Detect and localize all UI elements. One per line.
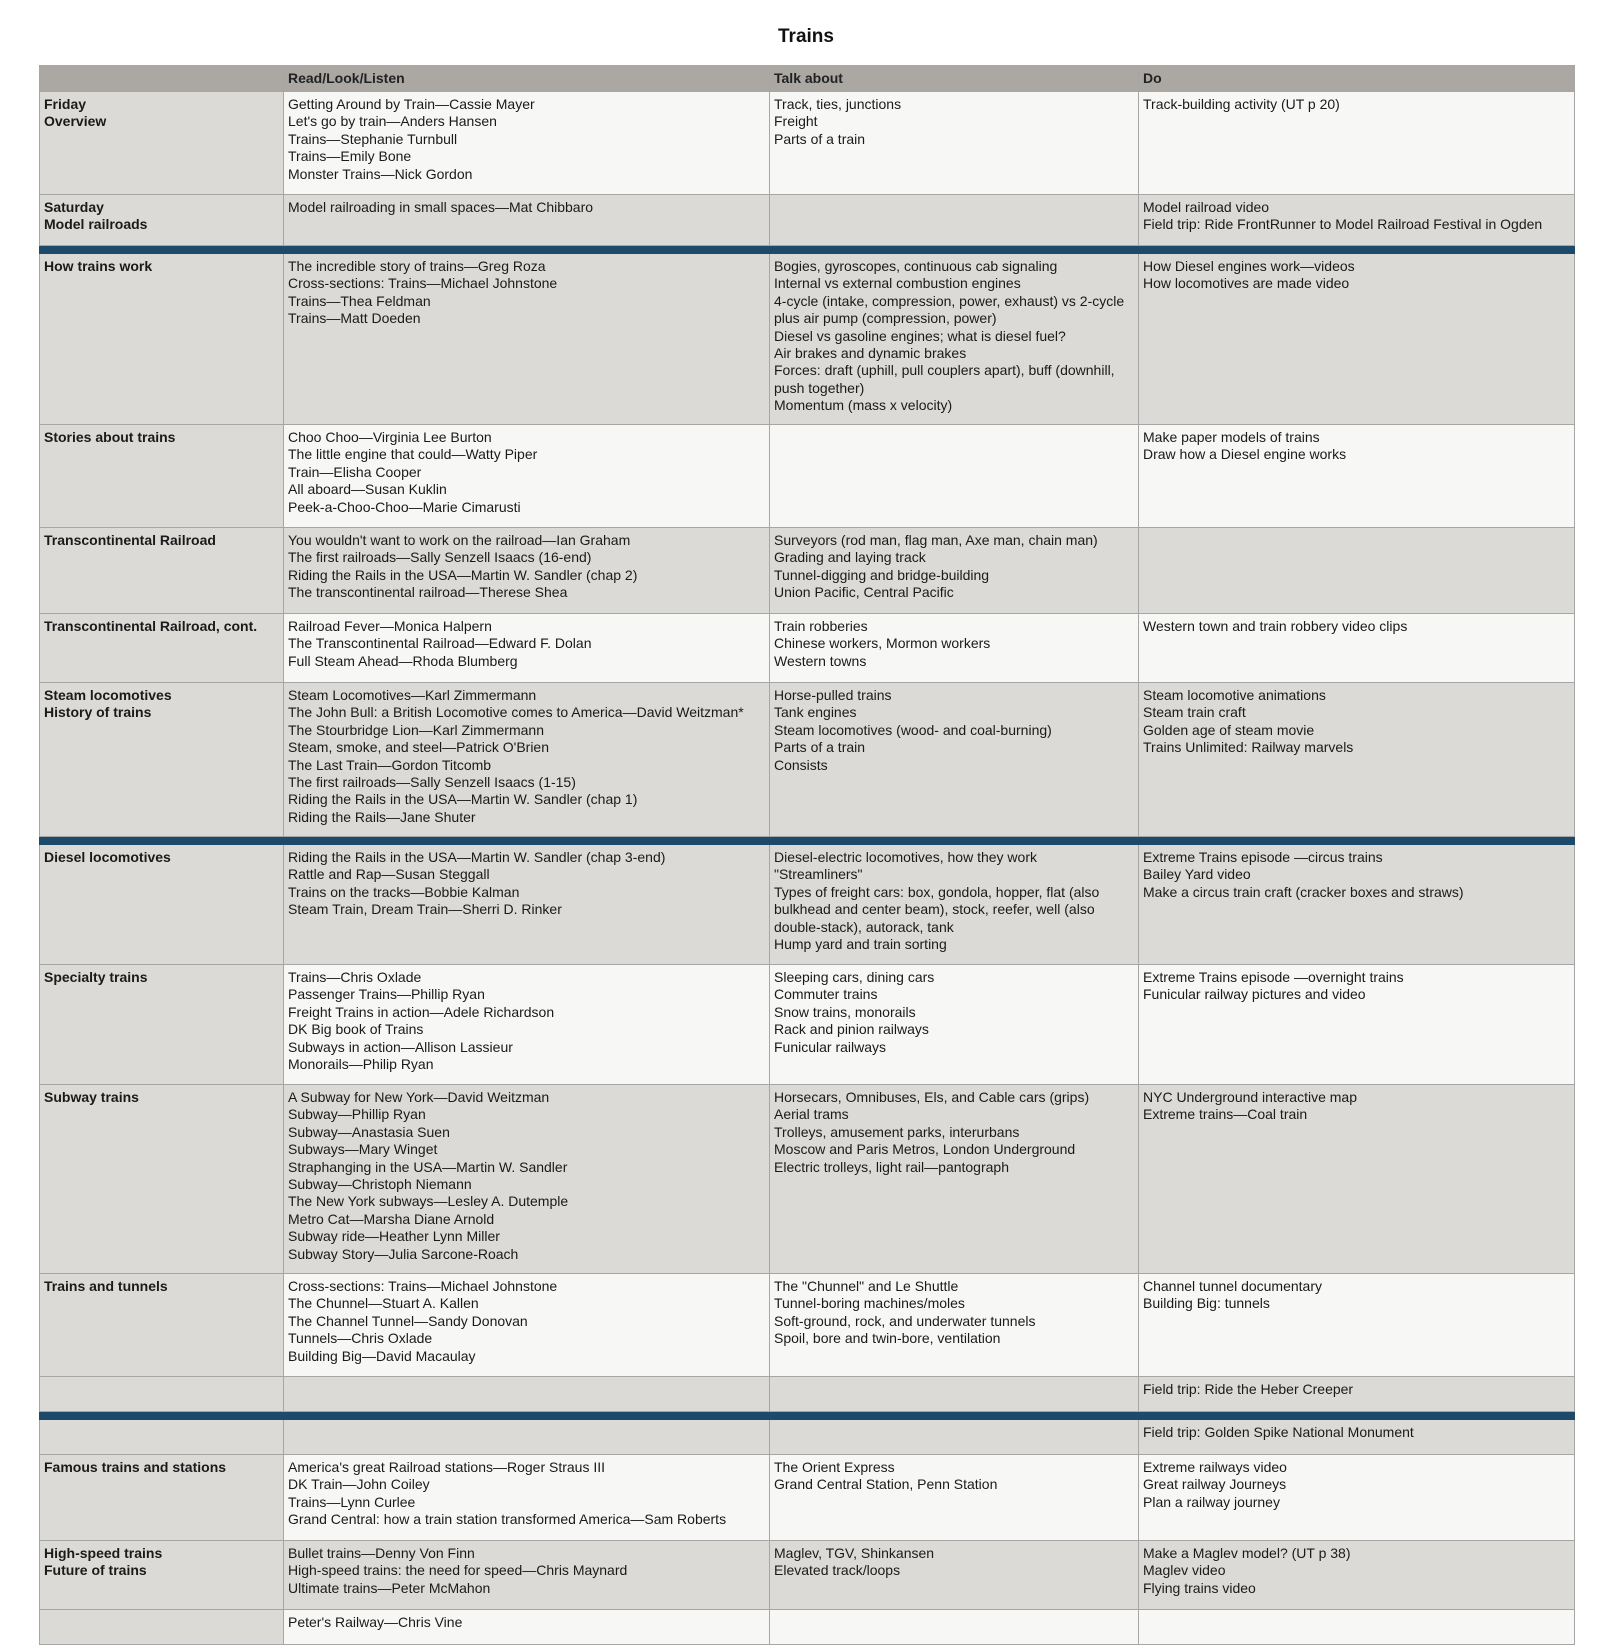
list-item: Track-building activity (UT p 20) [1143,96,1340,112]
list-item: Steam Train, Dream Train—Sherri D. Rinker [288,901,562,918]
list-item: Model railroad video [1143,199,1270,215]
header-talk-about: Talk about [770,66,1139,92]
list-item: DK Train—John Coiley [288,1476,430,1493]
list-item: Bullet trains—Denny Von Finn [288,1545,475,1561]
do-cell [1139,1377,1575,1412]
list-item: Tunnel-boring machines/moles [774,1295,965,1312]
list-item: Extreme Trains episode —overnight trains [1143,969,1404,985]
list-item: Grand Central Station, Penn Station [774,1476,998,1493]
read-cell [284,425,770,528]
list-item: Momentum (mass x velocity) [774,397,953,414]
read-cell [284,965,770,1085]
list-item: Funicular railway pictures and video [1143,986,1366,1003]
do-cell [1139,92,1575,195]
topic-cell [40,92,284,195]
list-item: Snow trains, monorails [774,1003,916,1020]
topic-cell [40,425,284,528]
list-item: Riding the Rails in the USA—Martin W. Sandler (chap 1) [288,791,638,808]
list-item: Bailey Yard video [1143,866,1251,883]
topic-label-line: History of trains [44,704,152,721]
separator-cell [40,246,284,254]
do-cell [1139,614,1575,683]
list-item: Subway ride—Heather Lynn Miller [288,1228,500,1245]
header-do: Do [1139,66,1575,92]
list-item: The New York subways—Lesley A. Dutemple [288,1193,569,1210]
list-item: Funicular railways [774,1038,887,1055]
list-item: Freight [774,113,818,130]
list-item: Field trip: Ride the Heber Creeper [1143,1381,1354,1397]
topic-cell [40,528,284,614]
topic-label-line: Friday [44,96,87,112]
table-row [40,1085,1575,1274]
list-item: America's great Railroad stations—Roger Straus III [288,1459,606,1475]
list-item: Ultimate trains—Peter McMahon [288,1579,491,1596]
list-item: Tunnel-digging and bridge-building [774,566,990,583]
list-item: Parts of a train [774,739,866,756]
topic-label-line: Trains and tunnels [44,1278,168,1294]
separator-cell [1139,246,1575,254]
topic-cell [40,254,284,425]
topic-label-line: Diesel locomotives [44,849,171,865]
list-item: Trolleys, amusement parks, interurbans [774,1123,1020,1140]
list-item: The Orient Express [774,1459,895,1475]
separator-cell [1139,837,1575,845]
table-row [40,425,1575,528]
topic-label-line: Stories about trains [44,429,176,445]
list-item: Straphanging in the USA—Martin W. Sandler [288,1158,568,1175]
talk-cell [770,195,1139,246]
list-item: Monorails—Philip Ryan [288,1056,434,1073]
list-item: Forces: draft (uphill, pull couplers apart), buff (downhill, push together) [774,362,1115,396]
do-cell [1139,1455,1575,1541]
table-row [40,1274,1575,1377]
separator-cell [770,246,1139,254]
list-item: The Chunnel—Stuart A. Kallen [288,1295,479,1312]
talk-cell [770,1455,1139,1541]
list-item: Peter's Railway—Chris Vine [288,1614,463,1630]
list-item: Cross-sections: Trains—Michael Johnstone [288,1278,558,1294]
topic-cell [40,1274,284,1377]
list-item: High-speed trains: the need for speed—Chris Maynard [288,1562,628,1579]
list-item: Train—Elisha Cooper [288,463,422,480]
topic-cell [40,1541,284,1610]
talk-cell [770,1420,1139,1455]
list-item: NYC Underground interactive map [1143,1089,1357,1105]
do-cell [1139,195,1575,246]
list-item: Choo Choo—Virginia Lee Burton [288,429,492,445]
list-item: Track, ties, junctions [774,96,902,112]
talk-cell [770,254,1139,425]
list-item: The "Chunnel" and Le Shuttle [774,1278,959,1294]
list-item: Railroad Fever—Monica Halpern [288,618,492,634]
list-item: Metro Cat—Marsha Diane Arnold [288,1210,495,1227]
topic-label-line: How trains work [44,258,153,274]
topic-cell [40,1377,284,1412]
schedule-table [39,65,1575,1645]
list-item: Riding the Rails in the USA—Martin W. Sandler (chap 2) [288,566,638,583]
table-row [40,254,1575,425]
list-item: Rack and pinion railways [774,1021,929,1038]
list-item: Let's go by train—Anders Hansen [288,113,497,130]
list-item: Hump yard and train sorting [774,936,947,953]
list-item: The Transcontinental Railroad—Edward F. Dolan [288,635,592,652]
list-item: Diesel-electric locomotives, how they work [774,849,1037,865]
list-item: Trains—Thea Feldman [288,292,431,309]
list-item: Full Steam Ahead—Rhoda Blumberg [288,652,518,669]
list-item: How Diesel engines work—videos [1143,258,1355,274]
list-item: How locomotives are made video [1143,275,1350,292]
list-item: Diesel vs gasoline engines; what is diesel fuel? [774,327,1066,344]
read-cell [284,1610,770,1645]
list-item: You wouldn't want to work on the railroad—Ian Graham [288,532,631,548]
talk-cell [770,528,1139,614]
list-item: Tunnels—Chris Oxlade [288,1330,433,1347]
list-item: All aboard—Susan Kuklin [288,481,447,498]
topic-label-line: Saturday [44,199,104,215]
list-item: Field trip: Golden Spike National Monument [1143,1424,1414,1440]
topic-cell [40,845,284,965]
topic-cell [40,1455,284,1541]
separator-cell [284,246,770,254]
do-cell [1139,425,1575,528]
list-item: Steam, smoke, and steel—Patrick O'Brien [288,739,549,756]
read-cell [284,92,770,195]
separator-cell [284,1412,770,1420]
list-item: The first railroads—Sally Senzell Isaacs (16-end) [288,549,592,566]
topic-label-line: Overview [44,113,107,130]
talk-cell [770,1541,1139,1610]
topic-label-line: Transcontinental Railroad [44,532,216,548]
talk-cell [770,92,1139,195]
talk-cell [770,683,1139,837]
page-title: Trains [778,26,834,47]
list-item: Make paper models of trains [1143,429,1320,445]
do-cell [1139,965,1575,1085]
topic-label-line: Specialty trains [44,969,148,985]
list-item: Subways—Mary Winget [288,1141,438,1158]
list-item: Extreme railways video [1143,1459,1287,1475]
table-row [40,1455,1575,1541]
header-topic [40,66,284,92]
topic-label-line: High-speed trains [44,1545,163,1561]
list-item: A Subway for New York—David Weitzman [288,1089,550,1105]
talk-cell [770,845,1139,965]
talk-cell [770,1610,1139,1645]
read-cell [284,1274,770,1377]
talk-cell [770,1085,1139,1274]
list-item: Trains Unlimited: Railway marvels [1143,739,1354,756]
list-item: Trains—Stephanie Turnbull [288,130,458,147]
list-item: Trains—Lynn Curlee [288,1493,416,1510]
section-separator [40,837,1575,845]
list-item: Horsecars, Omnibuses, Els, and Cable cars (grips) [774,1089,1090,1105]
list-item: Riding the Rails—Jane Shuter [288,808,476,825]
list-item: Cross-sections: Trains—Michael Johnstone [288,275,558,292]
list-item: Moscow and Paris Metros, London Underground [774,1141,1076,1158]
read-cell [284,1085,770,1274]
list-item: Great railway Journeys [1143,1476,1287,1493]
read-cell [284,1420,770,1455]
list-item: Subway—Christoph Niemann [288,1176,472,1193]
list-item: Horse-pulled trains [774,687,892,703]
list-item: Air brakes and dynamic brakes [774,345,967,362]
list-item: Sleeping cars, dining cars [774,969,935,985]
section-separator [40,246,1575,254]
list-item: Grand Central: how a train station transformed America—Sam Roberts [288,1511,727,1528]
separator-cell [770,1412,1139,1420]
list-item: Surveyors (rod man, flag man, Axe man, chain man) [774,532,1098,548]
read-cell [284,195,770,246]
list-item: Commuter trains [774,986,878,1003]
list-item: The Last Train—Gordon Titcomb [288,756,492,773]
topic-label-line: Transcontinental Railroad, cont. [44,618,258,634]
do-cell [1139,1610,1575,1645]
list-item: Consists [774,756,828,773]
list-item: Maglev video [1143,1562,1226,1579]
list-item: The transcontinental railroad—Therese Shea [288,584,568,601]
topic-cell [40,195,284,246]
list-item: Steam Locomotives—Karl Zimmermann [288,687,537,703]
topic-cell [40,1610,284,1645]
do-cell [1139,1085,1575,1274]
separator-cell [770,837,1139,845]
topic-label-line: Steam locomotives [44,687,172,703]
table-row [40,965,1575,1085]
read-cell [284,528,770,614]
list-item: Trains—Matt Doeden [288,310,421,327]
read-cell [284,845,770,965]
list-item: Subways in action—Allison Lassieur [288,1038,513,1055]
list-item: Subway—Anastasia Suen [288,1123,450,1140]
list-item: Western town and train robbery video clips [1143,618,1408,634]
list-item: Electric trolleys, light rail—pantograph [774,1158,1009,1175]
read-cell [284,683,770,837]
list-item: Make a circus train craft (cracker boxes and straws) [1143,883,1464,900]
table-row [40,528,1575,614]
list-item: "Streamliners" [774,866,863,883]
read-cell [284,614,770,683]
topic-label-line: Model railroads [44,216,148,233]
list-item: Extreme Trains episode —circus trains [1143,849,1383,865]
list-item: Field trip: Ride FrontRunner to Model Railroad Festival in Ogden [1143,216,1543,233]
topic-cell [40,614,284,683]
list-item: The Stourbridge Lion—Karl Zimmermann [288,721,544,738]
list-item: Internal vs external combustion engines [774,275,1021,292]
list-item: Building Big: tunnels [1143,1295,1270,1312]
do-cell [1139,1274,1575,1377]
list-item: The first railroads—Sally Senzell Isaacs (1-15) [288,774,576,791]
topic-cell [40,1420,284,1455]
list-item: Trains on the tracks—Bobbie Kalman [288,883,520,900]
topic-cell [40,965,284,1085]
list-item: Steam train craft [1143,704,1246,721]
list-item: DK Big book of Trains [288,1021,424,1038]
separator-cell [40,1412,284,1420]
list-item: Draw how a Diesel engine works [1143,446,1347,463]
separator-cell [284,837,770,845]
read-cell [284,1541,770,1610]
do-cell [1139,845,1575,965]
talk-cell [770,614,1139,683]
table-row [40,92,1575,195]
list-item: 4-cycle (intake, compression, power, exhaust) vs 2-cycle plus air pump (compression, power) [774,292,1125,327]
do-cell [1139,254,1575,425]
talk-cell [770,1274,1139,1377]
do-cell [1139,1420,1575,1455]
list-item: Flying trains video [1143,1579,1256,1596]
list-item: Train robberies [774,618,868,634]
list-item: Bogies, gyroscopes, continuous cab signaling [774,258,1058,274]
list-item: Aerial trams [774,1106,849,1123]
separator-cell [1139,1412,1575,1420]
list-item: Getting Around by Train—Cassie Mayer [288,96,535,112]
list-item: Spoil, bore and twin-bore, ventilation [774,1330,1001,1347]
list-item: Parts of a train [774,130,866,147]
list-item: Steam locomotives (wood- and coal-burning) [774,721,1052,738]
list-item: Western towns [774,652,867,669]
table-row [40,195,1575,246]
topic-label-line: Famous trains and stations [44,1459,227,1475]
list-item: Maglev, TGV, Shinkansen [774,1545,935,1561]
list-item: Freight Trains in action—Adele Richardson [288,1003,555,1020]
list-item: The incredible story of trains—Greg Roza [288,258,546,274]
list-item: Subway Story—Julia Sarcone-Roach [288,1245,519,1262]
table-row [40,1377,1575,1412]
do-cell [1139,1541,1575,1610]
list-item: Monster Trains—Nick Gordon [288,165,473,182]
table-body [40,92,1575,1645]
list-item: The John Bull: a British Locomotive comes to America—David Weitzman* [288,704,744,721]
section-separator [40,1412,1575,1420]
list-item: Types of freight cars: box, gondola, hopper, flat (also bulkhead and center beam), stock, reefer, well (also double-stack), autorack, tank [774,883,1100,935]
talk-cell [770,425,1139,528]
list-item: Elevated track/loops [774,1562,901,1579]
list-item: Extreme trains—Coal train [1143,1106,1308,1123]
table-row [40,845,1575,965]
table-row [40,683,1575,837]
topic-cell [40,1085,284,1274]
list-item: Channel tunnel documentary [1143,1278,1323,1294]
table-row [40,1610,1575,1645]
list-item: Peek-a-Choo-Choo—Marie Cimarusti [288,498,521,515]
list-item: Steam locomotive animations [1143,687,1326,703]
list-item: Rattle and Rap—Susan Steggall [288,866,490,883]
list-item: Chinese workers, Mormon workers [774,635,991,652]
topic-cell [40,683,284,837]
list-item: Passenger Trains—Phillip Ryan [288,986,485,1003]
list-item: Tank engines [774,704,857,721]
table-row [40,1541,1575,1610]
topic-label-line: Subway trains [44,1089,139,1105]
list-item: Trains—Chris Oxlade [288,969,422,985]
list-item: Make a Maglev model? (UT p 38) [1143,1545,1351,1561]
list-item: Union Pacific, Central Pacific [774,584,954,601]
list-item: Subway—Phillip Ryan [288,1106,426,1123]
read-cell [284,254,770,425]
table-row [40,1420,1575,1455]
table-row [40,614,1575,683]
list-item: Grading and laying track [774,549,926,566]
list-item: Soft-ground, rock, and underwater tunnels [774,1312,1036,1329]
list-item: Model railroading in small spaces—Mat Chibbaro [288,199,594,215]
list-item: The little engine that could—Watty Piper [288,446,538,463]
header-row [40,66,1575,92]
separator-cell [40,837,284,845]
list-item: The Channel Tunnel—Sandy Donovan [288,1312,528,1329]
list-item: Plan a railway journey [1143,1493,1280,1510]
topic-label-line: Future of trains [44,1562,147,1579]
do-cell [1139,528,1575,614]
talk-cell [770,1377,1139,1412]
list-item: Building Big—David Macaulay [288,1347,476,1364]
read-cell [284,1455,770,1541]
list-item: Trains—Emily Bone [288,148,412,165]
list-item: Golden age of steam movie [1143,721,1315,738]
header-read-look-listen: Read/Look/Listen [284,66,770,92]
do-cell [1139,683,1575,837]
list-item: Riding the Rails in the USA—Martin W. Sandler (chap 3-end) [288,849,666,865]
read-cell [284,1377,770,1412]
talk-cell [770,965,1139,1085]
